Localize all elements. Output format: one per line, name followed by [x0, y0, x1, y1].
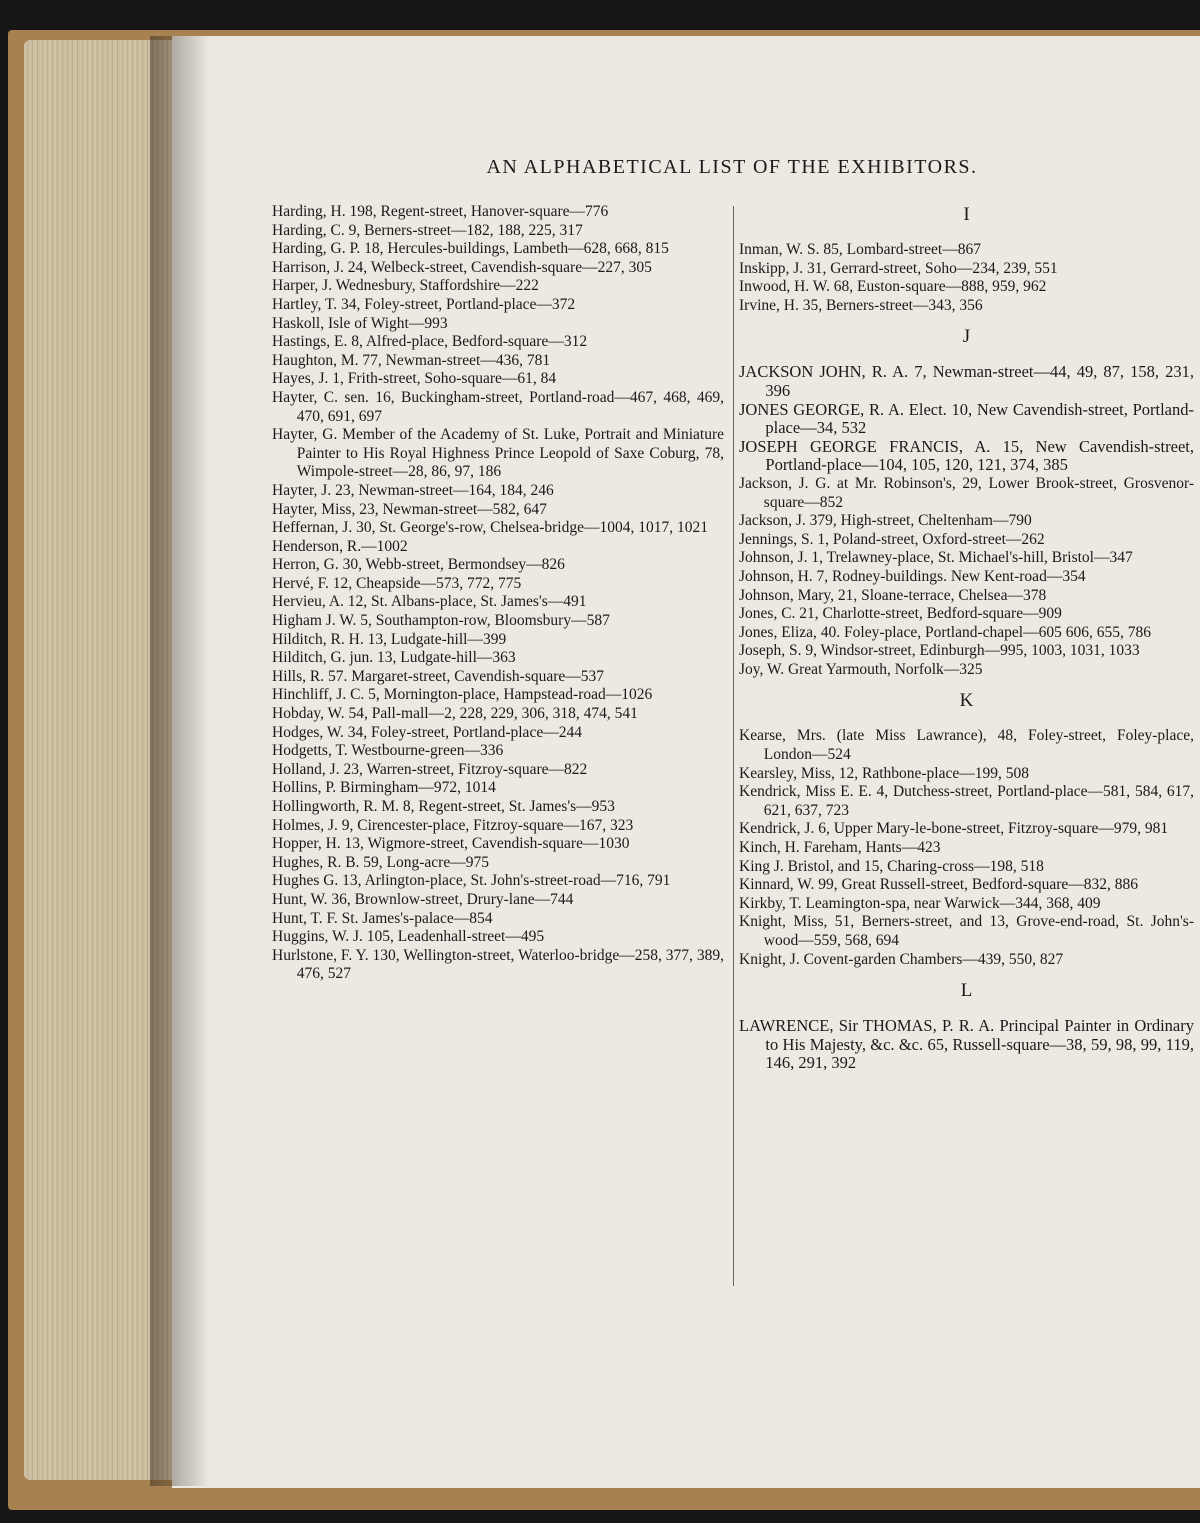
- exhibitor-entry: Hilditch, G. jun. 13, Ludgate-hill—363: [272, 649, 516, 667]
- exhibitor-entry: Jackson, J. 379, High-street, Cheltenham—790: [739, 512, 1032, 530]
- exhibitor-entry: Hodges, W. 34, Foley-street, Portland-place—244: [272, 723, 582, 741]
- exhibitor-entry: Herron, G. 30, Webb-street, Bermondsey—826: [272, 556, 565, 574]
- column-divider: [733, 206, 734, 1286]
- exhibitor-entry: Hayter, C. sen. 16, Buckingham-street, Portland-road—467, 468, 469, 470, 691, 697: [272, 388, 724, 425]
- exhibitor-entry: Henderson, R.—1002: [272, 537, 408, 555]
- exhibitor-entry: LAWRENCE, Sir THOMAS, P. R. A. Principal Painter in Ordinary to His Majesty, &c. &c. 65, Russell-square—38, 59, 98, 99, 119, 146, 291, 392: [739, 1016, 1194, 1073]
- book-page: [172, 36, 1200, 1488]
- exhibitor-entry: Jackson, J. G. at Mr. Robinson's, 29, Lower Brook-street, Grosvenor-square—852: [739, 474, 1194, 511]
- exhibitor-entry: Kendrick, J. 6, Upper Mary-le-bone-street, Fitzroy-square—979, 981: [739, 820, 1169, 838]
- exhibitor-entry: Hinchliff, J. C. 5, Mornington-place, Hampstead-road—1026: [272, 686, 653, 704]
- exhibitor-entry: Harding, C. 9, Berners-street—182, 188, 225, 317: [272, 221, 583, 239]
- exhibitor-entry: King J. Bristol, and 15, Charing-cross—198, 518: [739, 857, 1044, 875]
- exhibitor-entry: Jones, Eliza, 40. Foley-place, Portland-chapel—605 606, 655, 786: [739, 623, 1151, 641]
- exhibitor-entry: Huggins, W. J. 105, Leadenhall-street—495: [272, 928, 545, 946]
- exhibitor-entry: Hunt, T. F. St. James's-palace—854: [272, 909, 493, 927]
- exhibitor-entry: Hayter, J. 23, Newman-street—164, 184, 246: [272, 481, 554, 499]
- exhibitor-entry: Kinch, H. Fareham, Hants—423: [739, 839, 941, 857]
- exhibitor-entry: Kearsley, Miss, 12, Rathbone-place—199, 508: [739, 764, 1029, 782]
- exhibitor-entry: Holland, J. 23, Warren-street, Fitzroy-square—822: [272, 760, 588, 778]
- exhibitor-entry: Hurlstone, F. Y. 130, Wellington-street, Waterloo-bridge—258, 377, 389, 476, 527: [272, 946, 724, 983]
- exhibitor-entry: Knight, Miss, 51, Berners-street, and 13, Grove-end-road, St. John's-wood—559, 568, 694: [739, 913, 1194, 949]
- exhibitor-entry: Hayter, Miss, 23, Newman-street—582, 647: [272, 500, 547, 518]
- section-letter-l: L: [960, 980, 973, 1002]
- exhibitor-entry: Hopper, H. 13, Wigmore-street, Cavendish-square—1030: [272, 835, 630, 853]
- exhibitor-entry: Kinnard, W. 99, Great Russell-street, Bedford-square—832, 886: [739, 876, 1139, 894]
- section-letter-i: I: [963, 204, 970, 225]
- exhibitor-entry: Hobday, W. 54, Pall-mall—2, 228, 229, 306, 318, 474, 541: [272, 705, 638, 723]
- exhibitor-entry: Knight, J. Covent-garden Chambers—439, 550, 827: [739, 950, 1064, 968]
- section-letter-j: J: [962, 326, 971, 348]
- exhibitor-entry: JONES GEORGE, R. A. Elect. 10, New Cavendish-street, Portland-place—34, 532: [739, 399, 1194, 438]
- exhibitor-entry: Hastings, E. 8, Alfred-place, Bedford-square—312: [272, 333, 588, 351]
- exhibitor-entry: Harrison, J. 24, Welbeck-street, Cavendish-square—227, 305: [272, 258, 652, 276]
- exhibitor-entry: Hollins, P. Birmingham—972, 1014: [272, 779, 496, 797]
- exhibitor-entry: Johnson, H. 7, Rodney-buildings. New Kent-road—354: [739, 567, 1086, 585]
- exhibitor-entry: Hughes G. 13, Arlington-place, St. John's-street-road—716, 791: [272, 872, 671, 890]
- exhibitor-entry: Inman, W. S. 85, Lombard-street—867: [739, 241, 981, 258]
- exhibitor-entry: Hilditch, R. H. 13, Ludgate-hill—399: [272, 630, 507, 648]
- exhibitor-entry: Kirkby, T. Leamington-spa, near Warwick—344, 368, 409: [739, 894, 1101, 912]
- exhibitor-entry: Kendrick, Miss E. E. 4, Dutchess-street, Portland-place—581, 584, 617, 621, 637, 723: [739, 783, 1194, 819]
- exhibitor-entry: Haughton, M. 77, Newman-street—436, 781: [272, 351, 551, 369]
- exhibitor-entry: Harper, J. Wednesbury, Staffordshire—222: [272, 277, 539, 295]
- exhibitor-entry: Hervieu, A. 12, St. Albans-place, St. James's—491: [272, 593, 587, 611]
- exhibitor-entry: Harding, G. P. 18, Hercules-buildings, Lambeth—628, 668, 815: [272, 240, 669, 258]
- exhibitor-entry: Hartley, T. 34, Foley-street, Portland-place—372: [272, 295, 576, 313]
- page-title: AN ALPHABETICAL LIST OF THE EXHIBITORS.: [486, 156, 978, 178]
- exhibitor-entry: Hayes, J. 1, Frith-street, Soho-square—61, 84: [272, 370, 557, 388]
- exhibitor-entry: Johnson, J. 1, Trelawney-place, St. Michael's-hill, Bristol—347: [739, 549, 1133, 567]
- left-column: [272, 203, 724, 984]
- exhibitor-entry: Joy, W. Great Yarmouth, Norfolk—325: [739, 660, 983, 678]
- exhibitor-entry: Hunt, W. 36, Brownlow-street, Drury-lane—744: [272, 890, 574, 908]
- exhibitor-entry: Jennings, S. 1, Poland-street, Oxford-street—262: [739, 530, 1045, 548]
- exhibitor-entry: Inskipp, J. 31, Gerrard-street, Soho—234, 239, 551: [739, 259, 1058, 277]
- exhibitor-entry: Inwood, H. W. 68, Euston-square—888, 959, 962: [739, 278, 1047, 296]
- exhibitor-entry: Holmes, J. 9, Cirencester-place, Fitzroy-square—167, 323: [272, 816, 634, 834]
- exhibitor-entry: Hughes, R. B. 59, Long-acre—975: [272, 853, 489, 871]
- exhibitor-entry: Harding, H. 198, Regent-street, Hanover-square—776: [272, 203, 609, 220]
- right-column: [739, 203, 1194, 1073]
- exhibitor-entry: Hervé, F. 12, Cheapside—573, 772, 775: [272, 574, 522, 592]
- exhibitor-entry: Hayter, G. Member of the Academy of St. Luke, Portrait and Miniature Painter to His Royal Highness Prince Leopold of Saxe Coburg, 78, Wimpole-street—28, 86, 97, 186: [272, 426, 724, 481]
- exhibitor-entry: Jones, C. 21, Charlotte-street, Bedford-square—909: [739, 605, 1062, 623]
- exhibitor-entry: Hollingworth, R. M. 8, Regent-street, St. James's—953: [272, 798, 615, 815]
- exhibitor-entry: Hodgetts, T. Westbourne-green—336: [272, 742, 504, 760]
- exhibitor-entry: Higham J. W. 5, Southampton-row, Bloomsbury—587: [272, 612, 610, 630]
- exhibitor-entry: JOSEPH GEORGE FRANCIS, A. 15, New Cavendish-street, Portland-place—104, 105, 120, 121, 374, 385: [739, 436, 1194, 475]
- exhibitor-entry: Joseph, S. 9, Windsor-street, Edinburgh—995, 1003, 1031, 1033: [739, 642, 1140, 660]
- exhibitor-entry: Irvine, H. 35, Berners-street—343, 356: [739, 296, 983, 314]
- exhibitor-entry: JACKSON JOHN, R. A. 7, Newman-street—44, 49, 87, 158, 231, 396: [739, 362, 1194, 400]
- exhibitor-entry: Heffernan, J. 30, St. George's-row, Chelsea-bridge—1004, 1017, 1021: [272, 519, 708, 537]
- section-letter-k: K: [959, 690, 974, 712]
- exhibitor-entry: Haskoll, Isle of Wight—993: [272, 314, 448, 332]
- gutter-shadow: [150, 36, 210, 1486]
- exhibitor-entry: Hills, R. 57. Margaret-street, Cavendish-square—537: [272, 667, 605, 685]
- exhibitor-entry: Johnson, Mary, 21, Sloane-terrace, Chelsea—378: [739, 586, 1047, 604]
- exhibitor-entry: Kearse, Mrs. (late Miss Lawrance), 48, Foley-street, Foley-place, London—524: [739, 727, 1194, 764]
